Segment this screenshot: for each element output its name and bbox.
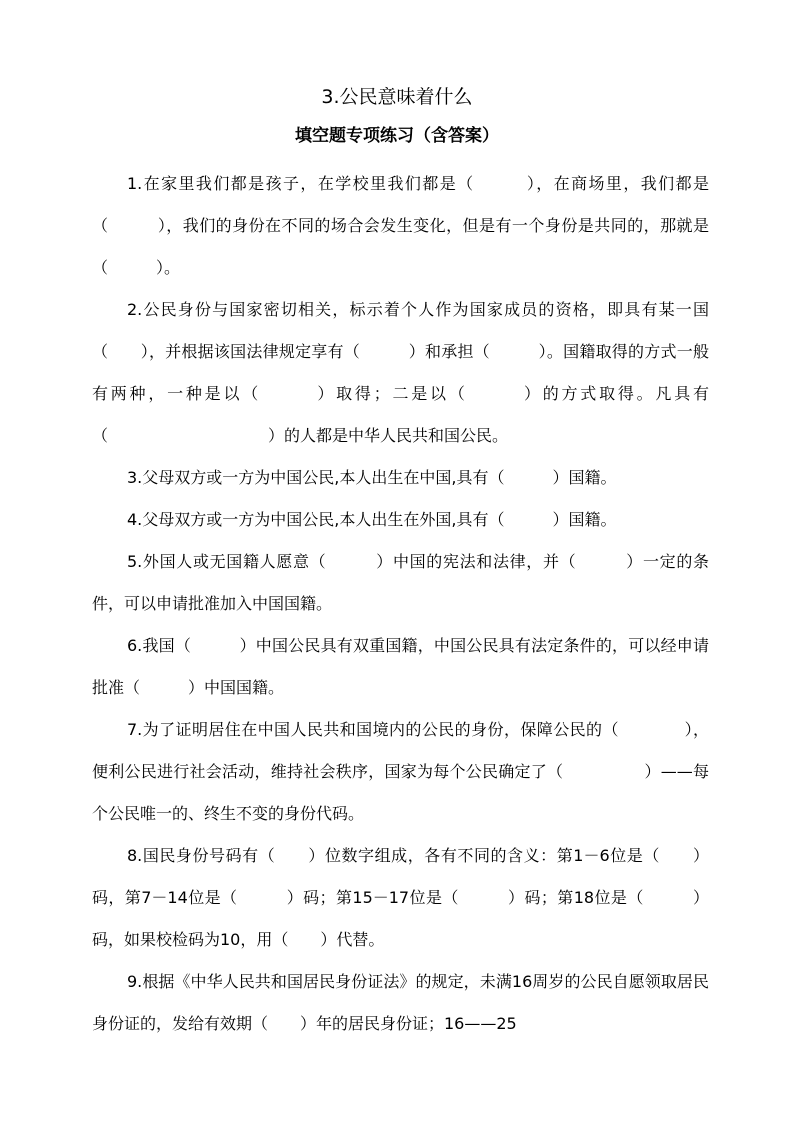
question-2: 2.公民身份与国家密切相关，标示着个人作为国家成员的资格，即具有某一国（ ），并根据该国法律规定享有（ ）和承担（ ）。国籍取得的方式一般有两种，一种是以（ ）取得；二是以（ ）的方式取得。凡具有（ ）的人都是中华人民共和国公民。 bbox=[92, 300, 709, 445]
question-4: 4.父母双方或一方为中国公民,本人出生在外国,具有（ ）国籍。 bbox=[127, 510, 617, 529]
page-subtitle: 填空题专项练习（含答案） bbox=[295, 126, 499, 146]
question-6: 6.我国（ ）中国公民具有双重国籍，中国公民具有法定条件的，可以经申请批准（ ）中国国籍。 bbox=[92, 636, 709, 697]
question-list bbox=[92, 163, 709, 1045]
question-3: 3.父母双方或一方为中国公民,本人出生在中国,具有（ ）国籍。 bbox=[127, 468, 617, 487]
question-7: 7.为了证明居住在中国人民共和国境内的公民的身份，保障公民的（ ），便利公民进行社会活动，维持社会秩序，国家为每个公民确定了（ ）——每个公民唯一的、终生不变的身份代码。 bbox=[92, 720, 709, 823]
question-1: 1.在家里我们都是孩子，在学校里我们都是（ ），在商场里，我们都是（ ），我们的身份在不同的场合会发生变化，但是有一个身份是共同的，那就是（ ）。 bbox=[92, 174, 709, 277]
page-title: 3.公民意味着什么 bbox=[321, 86, 473, 108]
question-5: 5.外国人或无国籍人愿意（ ）中国的宪法和法律，并（ ）一定的条件，可以申请批准加入中国国籍。 bbox=[92, 552, 709, 613]
question-9: 9.根据《中华人民共和国居民身份证法》的规定，未满16周岁的公民自愿领取居民身份证的，发给有效期（ ）年的居民身份证；16——25 bbox=[92, 972, 709, 1033]
question-8: 8.国民身份号码有（ ）位数字组成，各有不同的含义：第1－6位是（ ）码，第7－14位是（ ）码；第15－17位是（ ）码；第18位是（ ）码，如果校检码为10，用（ ）代替。 bbox=[92, 846, 709, 949]
